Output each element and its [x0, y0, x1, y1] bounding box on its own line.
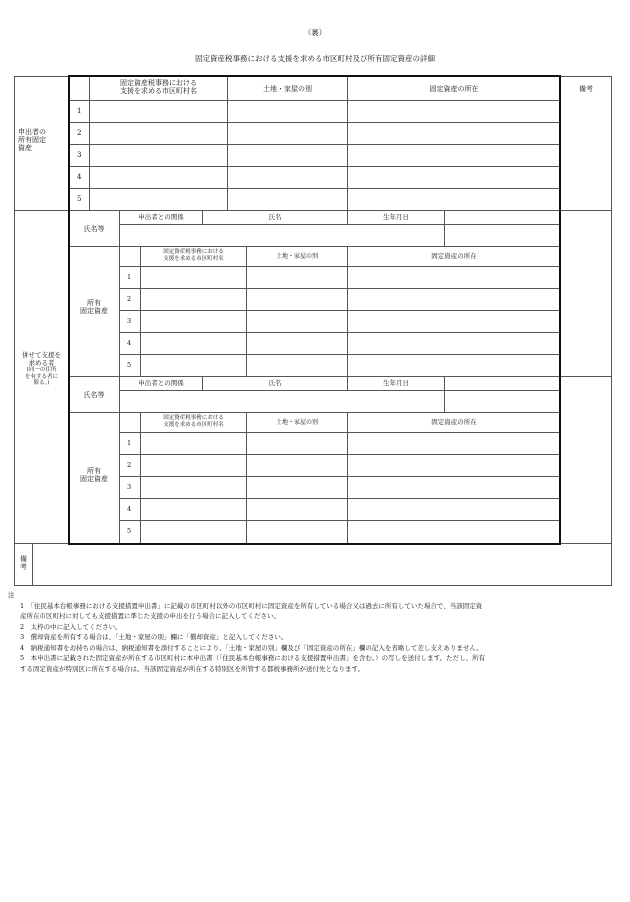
row-number: 2 [77, 129, 82, 137]
bottom-remarks-label: 備 考 [20, 555, 27, 571]
note-item: 4 納税通知書をお持ちの場合は、納税通知書を添付することにより、「土地・家屋の別」欄及び「固定資産の所在」欄の記入を省略して差し支えありません。 [20, 643, 483, 652]
row-number: 4 [127, 339, 132, 347]
col-header-location: 固定資産の所在 [431, 251, 477, 260]
applicant-assets-label: 申出者の 所有固定 資産 [18, 128, 46, 152]
owned-assets-label: 所有 固定資産 [80, 299, 108, 315]
row-number: 1 [77, 107, 82, 115]
row-number: 2 [127, 461, 132, 469]
row-number: 5 [127, 527, 132, 535]
row-number: 5 [77, 195, 82, 203]
row-number: 1 [127, 439, 132, 447]
name-etc-label: 氏名等 [83, 390, 105, 399]
row-number: 4 [127, 505, 132, 513]
notes-section [8, 590, 620, 674]
name-label: 氏名 [268, 378, 282, 387]
col-header-location: 固定資産の所在 [431, 417, 477, 426]
page-title: 固定資産税事務における支援を求める市区町村及び所有固定資産の詳細 [195, 54, 435, 63]
form-side-label: （裏） [303, 28, 327, 37]
note-item: する固定資産が特別区に所在する場合は、当該固定資産が所在する特別区を所管する都税事務所が送付先となります。 [20, 664, 364, 673]
row-number: 3 [127, 317, 132, 325]
col-header-remarks: 備考 [579, 84, 593, 93]
col-header-location: 固定資産の所在 [429, 84, 479, 93]
col-header-municipality: 固定資産税事務における 支援を求める市区町村名 [163, 415, 224, 428]
col-header-land-house: 土地・家屋の別 [275, 253, 318, 260]
relation-label: 申出者との関係 [138, 212, 184, 221]
col-header-land-house: 土地・家屋の別 [275, 419, 318, 426]
row-number: 5 [127, 361, 132, 369]
col-header-municipality: 固定資産税事務における 支援を求める市区町村名 [120, 79, 197, 95]
birth-date-label: 生年月日 [383, 378, 409, 387]
col-header-municipality: 固定資産税事務における 支援を求める市区町村名 [163, 249, 224, 262]
relation-label: 申出者との関係 [138, 378, 184, 387]
name-etc-label: 氏名等 [83, 224, 105, 233]
joint-request-label: 併せて支援を 求める者 (同一の住所 を有する者に 限る。) [22, 351, 61, 386]
note-item: 5 本申出書に記載された固定資産が所在する市区町村に本申出書（「住民基本台帳事務における支援措置申出書」を含む。）の写しを送付します。ただし、所有 [20, 654, 486, 662]
name-label: 氏名 [268, 212, 282, 221]
row-number: 1 [127, 273, 132, 281]
note-item: 3 償却資産を所有する場合は、「土地・家屋の別」欄に「償却資産」と記入してください。 [20, 633, 288, 641]
note-item: 産所在市区町村に対しても支援措置に準じた支援の申出を行う場合に記入してください。 [20, 612, 280, 620]
owned-assets-label: 所有 固定資産 [80, 467, 108, 483]
row-number: 4 [77, 173, 82, 181]
notes-heading: 注 [8, 591, 15, 599]
note-item: 2 太枠の中に記入してください。 [20, 622, 122, 631]
row-number: 3 [127, 483, 132, 491]
col-header-land-house: 土地・家屋の別 [263, 84, 312, 93]
row-number: 3 [77, 151, 82, 159]
birth-date-label: 生年月日 [383, 212, 409, 221]
row-number: 2 [127, 295, 132, 303]
note-item: 1 「住民基本台帳事務における支援措置申出書」に記載の市区町村以外の市区町村に固定資産を所有している場合又は過去に所有していた場合で、当該固定資 [20, 601, 483, 610]
